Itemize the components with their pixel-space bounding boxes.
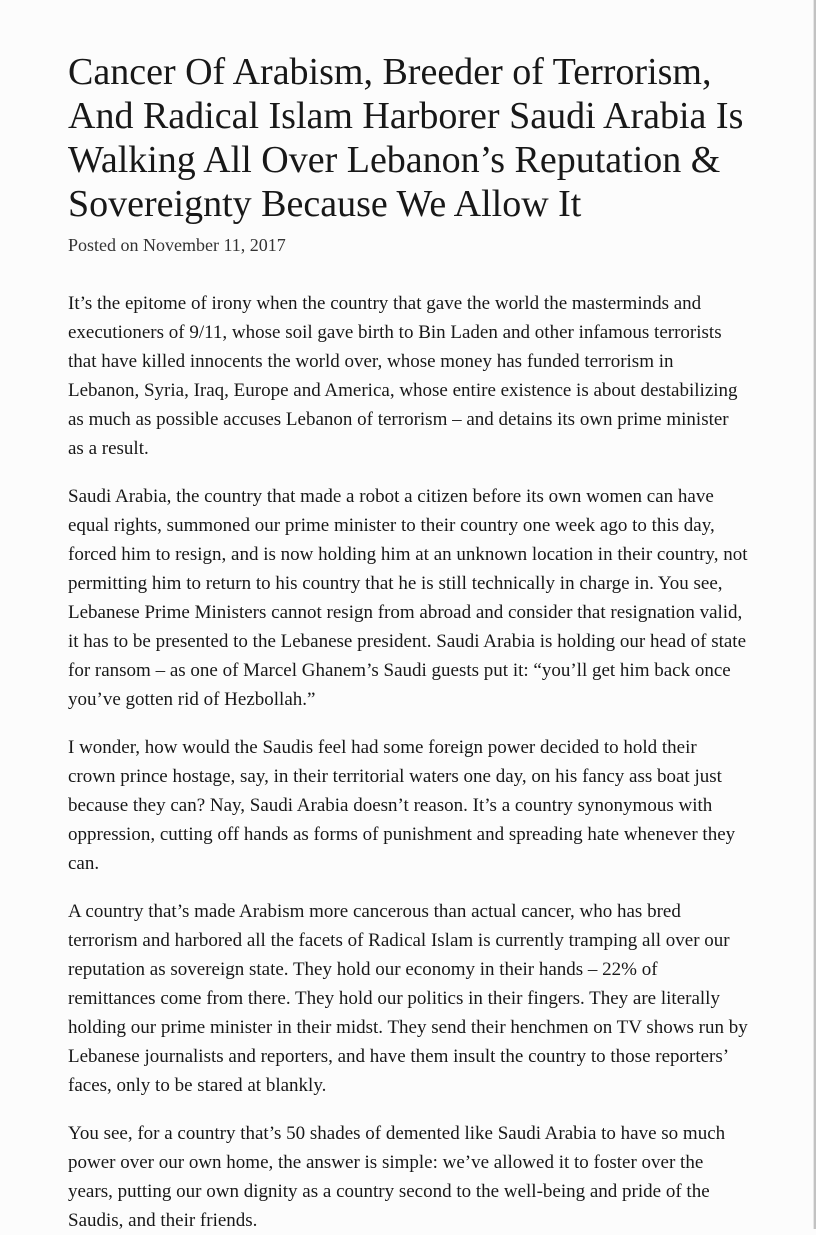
post-date: Posted on November 11, 2017 <box>68 235 286 255</box>
article-paragraph: It’s the epitome of irony when the country that gave the world the masterminds and executioners of 9/11, whose soil gave birth to Bin Laden and other infamous terrorists that have killed innocents the world over, whose money has funded terrorism in Lebanon, Syria, Iraq, Europe and America, whose entire existence is about destabilizing as much as possible accuses Lebanon of terrorism – and detains its own prime minister as a result. <box>68 293 738 459</box>
article-body <box>68 289 748 1235</box>
article-paragraph: You see, for a country that’s 50 shades of demented like Saudi Arabia to have so much power over our own home, the answer is simple: we’ve allowed it to foster over the years, putting our own dignity as a country second to the well-being and pride of the Saudis, and their friends. <box>68 1123 726 1231</box>
article-paragraph: Saudi Arabia, the country that made a robot a citizen before its own women can have equal rights, summoned our prime minister to their country one week ago to this day, forced him to resign, and is now holding him at an unknown location in their country, not permitting him to return to his country that he is still technically in charge in. You see, Lebanese Prime Ministers cannot resign from abroad and consider that resignation valid, it has to be presented to the Lebanese president. Saudi Arabia is holding our head of state for ransom – as one of Marcel Ghanem’s Saudi guests put it: “you’ll get him back once you’ve gotten rid of Hezbollah.” <box>68 486 748 710</box>
article <box>68 0 748 1235</box>
article-title: Cancer Of Arabism, Breeder of Terrorism, And Radical Islam Harborer Saudi Arabia Is Walking All Over Lebanon’s Reputation & Sovereignty Because We Allow It <box>68 51 744 225</box>
article-paragraph: A country that’s made Arabism more cancerous than actual cancer, who has bred terrorism and harbored all the facets of Radical Islam is currently tramping all over our reputation as sovereign state. They hold our economy in their hands – 22% of remittances come from there. They hold our politics in their fingers. They are literally holding our prime minister in their midst. They send their henchmen on TV shows run by Lebanese journalists and reporters, and have them insult the country to those reporters’ faces, only to be stared at blankly. <box>68 901 748 1096</box>
article-paragraph: I wonder, how would the Saudis feel had some foreign power decided to hold their crown prince hostage, say, in their territorial waters one day, on his fancy ass boat just because they can? Nay, Saudi Arabia doesn’t reason. It’s a country synonymous with oppression, cutting off hands as forms of punishment and spreading hate whenever they can. <box>68 737 736 874</box>
